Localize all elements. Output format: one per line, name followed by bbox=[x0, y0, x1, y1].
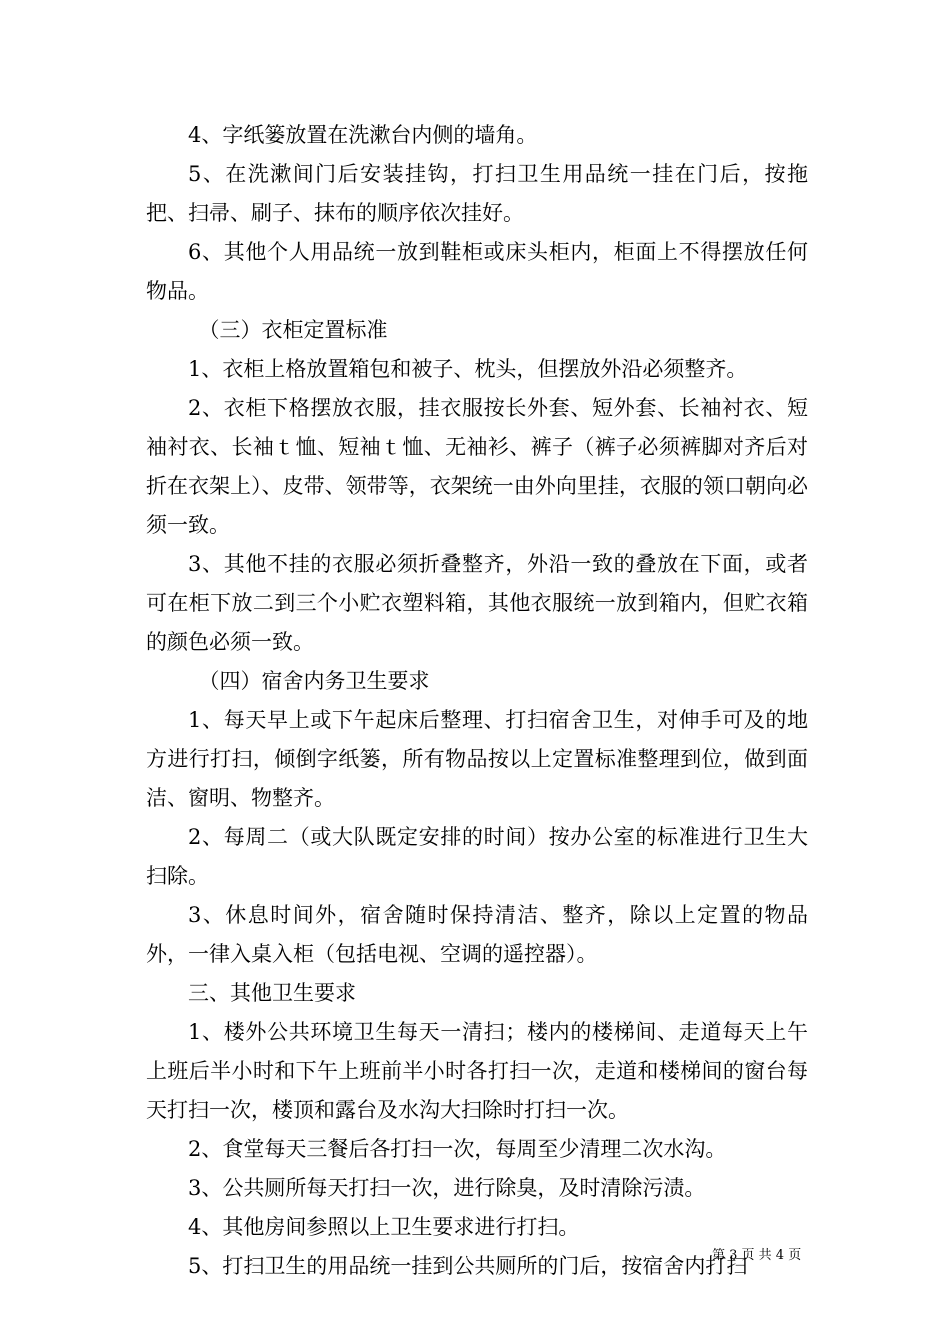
paragraph: 2、每周二（或大队既定安排的时间）按办公室的标准进行卫生大扫除。 bbox=[146, 825, 808, 888]
paragraph: 3、公共厕所每天打扫一次，进行除臭，及时清除污渍。 bbox=[188, 1176, 706, 1200]
paragraph: 3、其他不挂的衣服必须折叠整齐，外沿一致的叠放在下面，或者可在柜下放二到三个小贮衣塑料箱，其他衣服统一放到箱内，但贮衣箱的颜色必须一致。 bbox=[146, 552, 808, 654]
paragraph: 4、其他房间参照以上卫生要求进行打扫。 bbox=[188, 1215, 580, 1239]
paragraph: 2、衣柜下格摆放衣服，挂衣服按长外套、短外套、长袖衬衣、短袖衬衣、长袖ｔ恤、短袖ｔ恤、无袖衫、裤子（裤子必须裤脚对齐后对折在衣架上）、皮带、领带等，衣架统一由外向里挂，衣服的领口朝向必须一致。 bbox=[146, 396, 808, 537]
paragraph: 4、字纸篓放置在洗漱台内侧的墙角。 bbox=[188, 123, 538, 147]
page-number: 第 3 页 共 4 页 bbox=[712, 1248, 802, 1263]
paragraph: 5、在洗漱间门后安装挂钩，打扫卫生用品统一挂在门后，按拖把、扫帚、刷子、抹布的顺序依次挂好。 bbox=[146, 162, 808, 225]
paragraph: 2、食堂每天三餐后各打扫一次，每周至少清理二次水沟。 bbox=[188, 1137, 727, 1161]
paragraph: 1、每天早上或下午起床后整理、打扫宿舍卫生，对伸手可及的地方进行打扫，倾倒字纸篓，所有物品按以上定置标准整理到位，做到面洁、窗明、物整齐。 bbox=[146, 708, 808, 810]
paragraph: 1、楼外公共环境卫生每天一清扫；楼内的楼梯间、走道每天上午上班后半小时和下午上班前半小时各打扫一次，走道和楼梯间的窗台每天打扫一次，楼顶和露台及水沟大扫除时打扫一次。 bbox=[146, 1020, 808, 1122]
paragraph: 6、其他个人用品统一放到鞋柜或床头柜内，柜面上不得摆放任何物品。 bbox=[146, 240, 808, 303]
paragraph: 5、打扫卫生的用品统一挂到公共厕所的门后，按宿舍内打扫 bbox=[188, 1254, 748, 1278]
paragraph: 1、衣柜上格放置箱包和被子、枕头，但摆放外沿必须整齐。 bbox=[188, 357, 748, 381]
section-heading: （三）衣柜定置标准 bbox=[198, 318, 388, 342]
section-heading: 三、其他卫生要求 bbox=[188, 981, 356, 1005]
paragraph: 3、休息时间外，宿舍随时保持清洁、整齐，除以上定置的物品外，一律入桌入柜（包括电视、空调的遥控器）。 bbox=[146, 903, 808, 966]
section-heading: （四）宿舍内务卫生要求 bbox=[198, 669, 430, 693]
document-body bbox=[146, 116, 808, 1286]
